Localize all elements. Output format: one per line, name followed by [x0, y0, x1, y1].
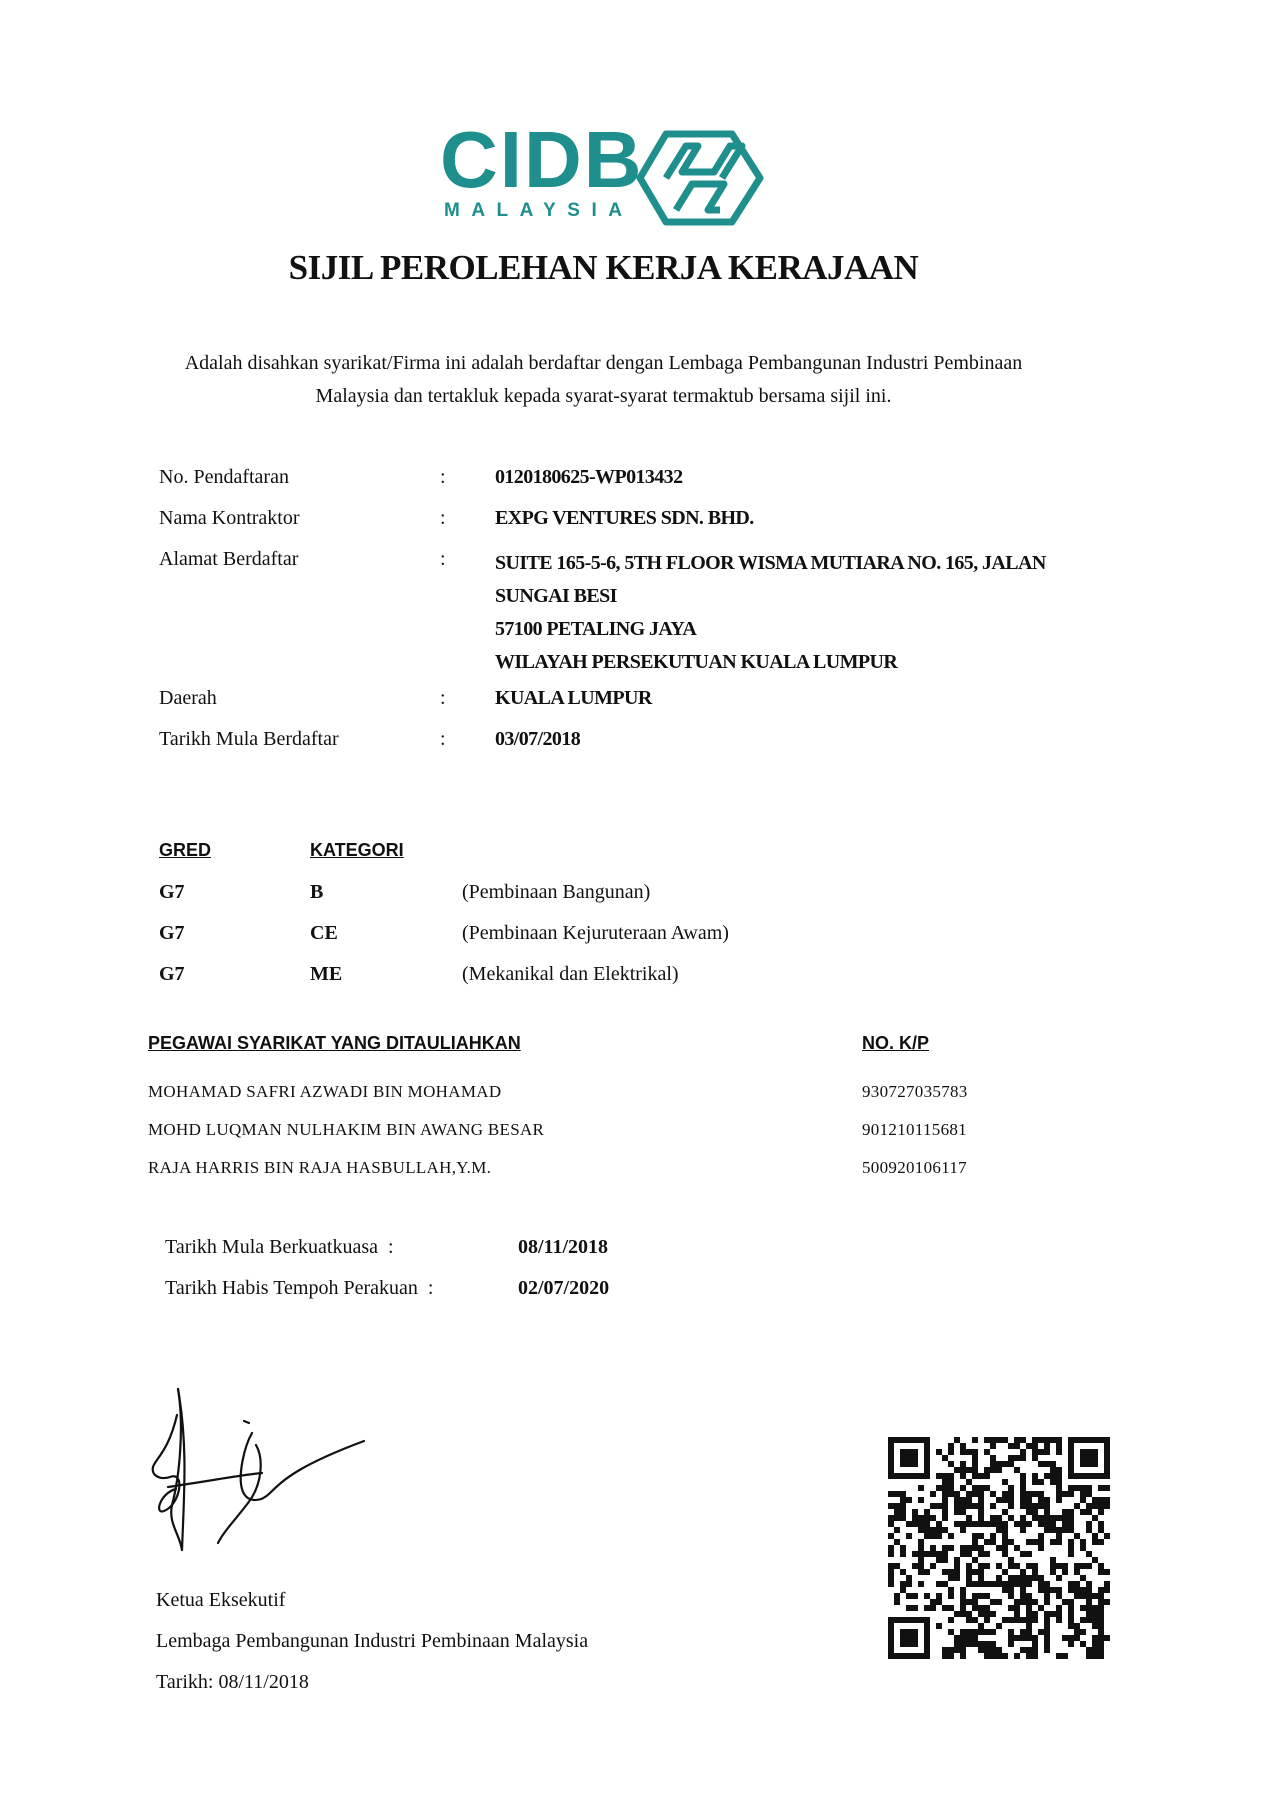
grade-value: G7 — [159, 881, 185, 903]
reg-no-colon: : — [440, 466, 446, 488]
expiry-date-label: Tarikh Habis Tempoh Perakuan : — [165, 1277, 434, 1299]
start-date-value: 03/07/2018 — [495, 728, 581, 750]
district-colon: : — [440, 687, 446, 709]
grade-value: G7 — [159, 922, 185, 944]
category-value: B — [310, 881, 324, 903]
category-description: (Pembinaan Bangunan) — [462, 881, 651, 903]
address-colon: : — [440, 548, 446, 570]
reg-no-value: 0120180625-WP013432 — [495, 466, 683, 488]
category-value: CE — [310, 922, 338, 944]
grade-header: GRED — [159, 840, 212, 860]
signatory-date: Tarikh: 08/11/2018 — [156, 1671, 309, 1693]
officer-id-header: NO. K/P — [862, 1033, 930, 1053]
address-line: WILAYAH PERSEKUTUAN KUALA LUMPUR — [495, 651, 898, 673]
district-label: Daerah — [159, 687, 217, 709]
officer-name: RAJA HARRIS BIN RAJA HASBULLAH,Y.M. — [148, 1158, 492, 1177]
intro-paragraph — [100, 347, 1107, 413]
certificate-title: SIJIL PEROLEHAN KERJA KERAJAAN — [288, 248, 919, 287]
contractor-name-value: EXPG VENTURES SDN. BHD. — [495, 507, 754, 529]
effective-date-label: Tarikh Mula Berkuatkuasa : — [165, 1236, 394, 1258]
officer-id: 930727035783 — [862, 1082, 968, 1101]
officer-id: 901210115681 — [862, 1120, 967, 1139]
contractor-name-colon: : — [440, 507, 446, 529]
signatory-organisation: Lembaga Pembangunan Industri Pembinaan Malaysia — [156, 1630, 589, 1652]
officer-name: MOHD LUQMAN NULHAKIM BIN AWANG BESAR — [148, 1120, 545, 1139]
intro-line-1: Adalah disahkan syarikat/Firma ini adalah berdaftar dengan Lembaga Pembangunan Industri Pembinaan — [184, 352, 1023, 374]
address-line: SUITE 165-5-6, 5TH FLOOR WISMA MUTIARA NO. 165, JALAN — [495, 552, 1046, 574]
category-description: (Mekanikal dan Elektrikal) — [462, 963, 679, 985]
qr-code-icon — [888, 1437, 1110, 1659]
officer-id: 500920106117 — [862, 1158, 967, 1177]
grade-value: G7 — [159, 963, 185, 985]
category-header: KATEGORI — [310, 840, 404, 860]
cidb-logo — [440, 115, 780, 230]
category-value: ME — [310, 963, 343, 985]
intro-line-2: Malaysia dan tertakluk kepada syarat-syarat termaktub bersama sijil ini. — [315, 385, 892, 407]
expiry-date-value: 02/07/2020 — [518, 1277, 610, 1299]
officers-header: PEGAWAI SYARIKAT YANG DITAULIAHKAN — [148, 1033, 521, 1053]
category-description: (Pembinaan Kejuruteraan Awam) — [462, 922, 729, 944]
logo-wordmark: CIDB — [440, 115, 644, 204]
signature-icon — [140, 1385, 380, 1575]
cidb-logo-icon — [636, 128, 766, 228]
address-line: SUNGAI BESI — [495, 585, 617, 607]
logo-subtitle: MALAYSIA — [444, 200, 634, 221]
address-value — [495, 547, 1135, 679]
officer-name: MOHAMAD SAFRI AZWADI BIN MOHAMAD — [148, 1082, 502, 1101]
start-date-label: Tarikh Mula Berdaftar — [159, 728, 339, 750]
signatory-position: Ketua Eksekutif — [156, 1589, 286, 1611]
district-value: KUALA LUMPUR — [495, 687, 652, 709]
start-date-colon: : — [440, 728, 446, 750]
address-line: 57100 PETALING JAYA — [495, 618, 697, 640]
contractor-name-label: Nama Kontraktor — [159, 507, 300, 529]
address-label: Alamat Berdaftar — [159, 548, 299, 570]
effective-date-value: 08/11/2018 — [518, 1236, 609, 1258]
reg-no-label: No. Pendaftaran — [159, 466, 289, 488]
